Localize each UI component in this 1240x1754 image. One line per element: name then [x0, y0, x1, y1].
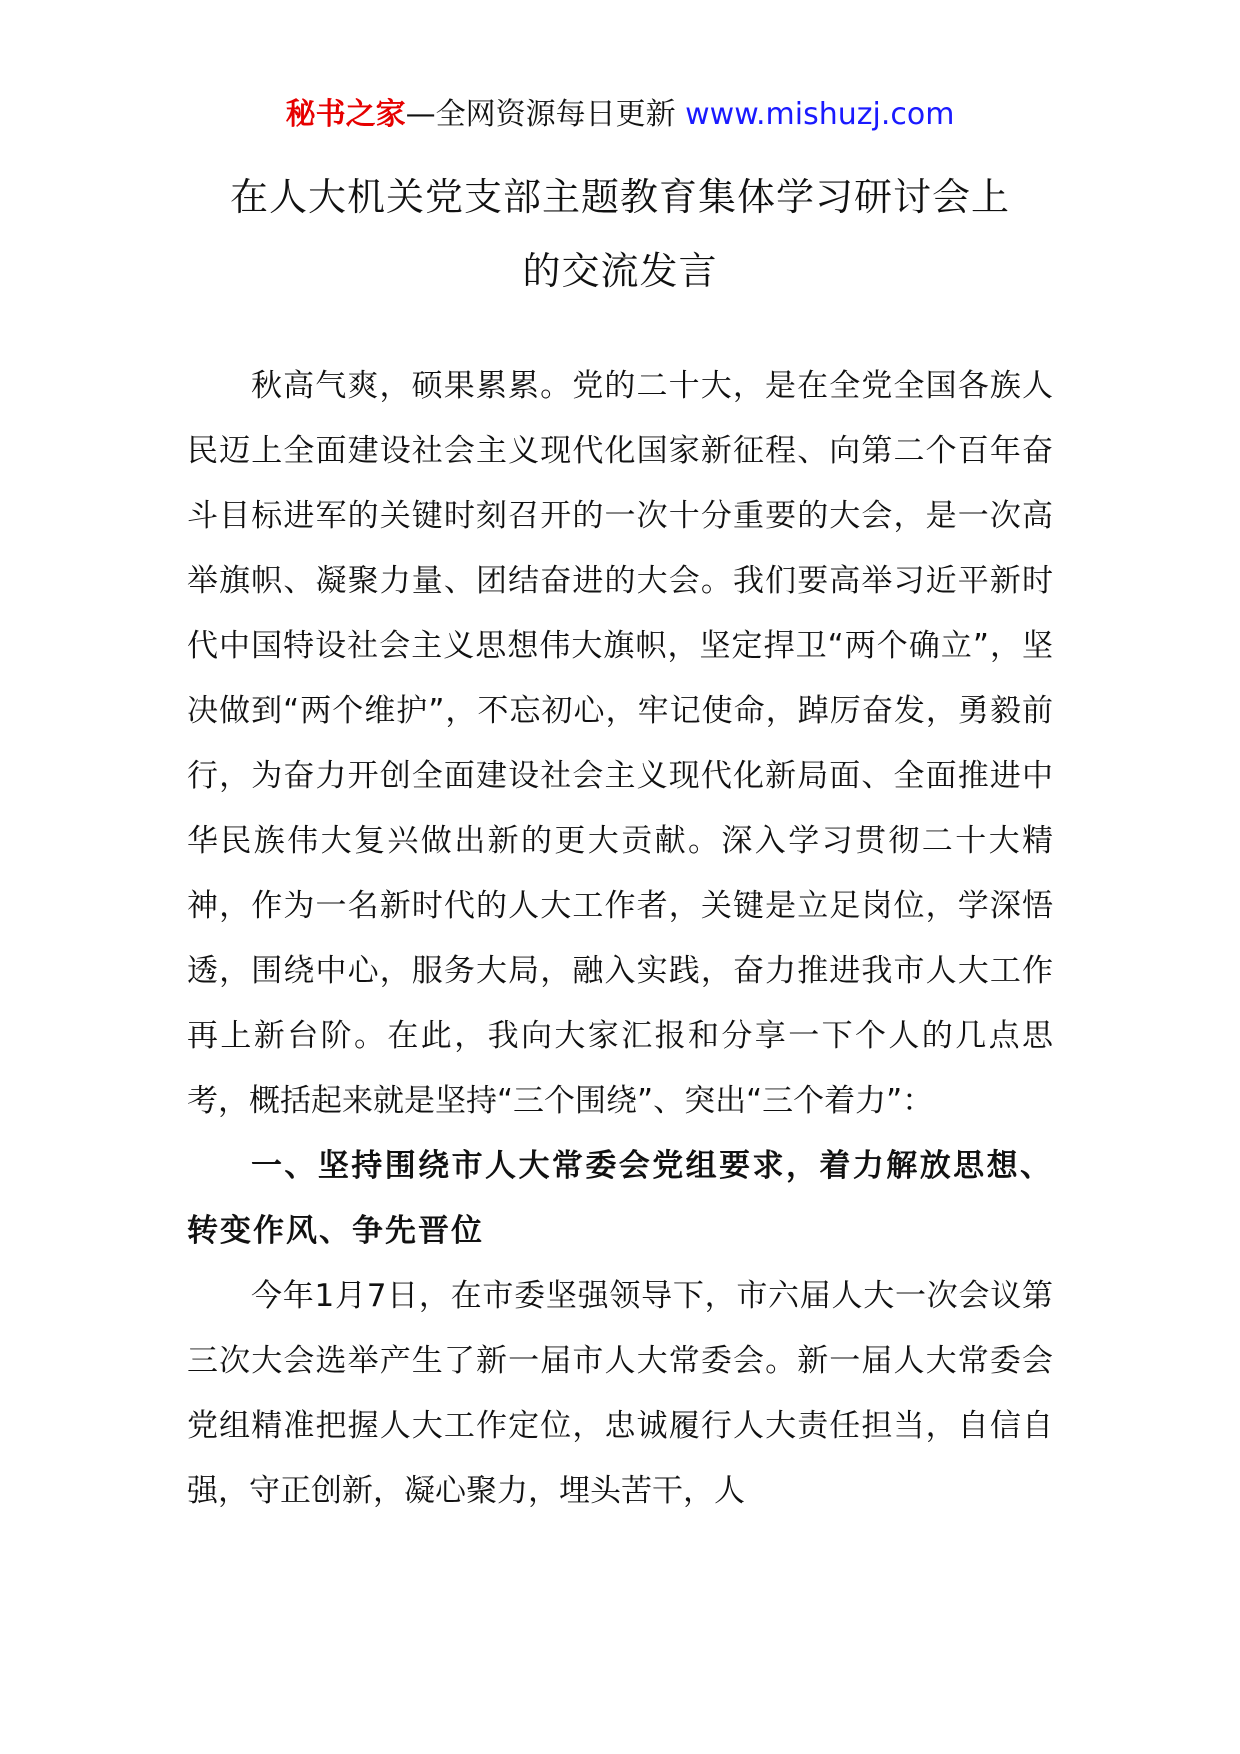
section-paragraph-1: 今年1月7日，在市委坚强领导下，市六届人大一次会议第三次大会选举产生了新一届市人大常委会。新一届人大常委会党组精准把握人大工作定位，忠诚履行人大责任担当，自信自强，守正创新，凝心聚力，埋头苦干，人	[187, 1278, 1053, 1509]
site-header	[0, 95, 1240, 135]
intro-paragraph: 秋高气爽，硕果累累。党的二十大，是在全党全国各族人民迈上全面建设社会主义现代化国家新征程、向第二个百年奋斗目标进军的关键时刻召开的一次十分重要的大会，是一次高举旗帜、凝聚力量、团结奋进的大会。我们要高举习近平新时代中国特设社会主义思想伟大旗帜，坚定捍卫“两个确立”，坚决做到“两个维护”，不忘初心，牢记使命，踔厉奋发，勇毅前行，为奋力开创全面建设社会主义现代化新局面、全面推进中华民族伟大复兴做出新的更大贡献。深入学习贯彻二十大精神，作为一名新时代的人大工作者，关键是立足岗位，学深悟透，围绕中心，服务大局，融入实践，奋力推进我市人大工作再上新台阶。在此，我向大家汇报和分享一下个人的几点思考，概括起来就是坚持“三个围绕”、突出“三个着力”：	[187, 368, 1053, 1119]
document-title-line-1: 在人大机关党支部主题教育集体学习研讨会上	[229, 175, 1010, 219]
section-heading-1: 一、坚持围绕市人大常委会党组要求，着力解放思想、转变作风、争先晋位	[187, 1148, 1053, 1249]
site-slogan: —全网资源每日更新	[405, 97, 676, 132]
document-title	[150, 160, 1090, 308]
document-body	[187, 354, 1053, 1524]
document-title-line-2: 的交流发言	[522, 249, 718, 293]
site-brand: 秘书之家	[285, 97, 406, 132]
site-url-link[interactable]: www.mishuzj.com	[685, 97, 955, 132]
